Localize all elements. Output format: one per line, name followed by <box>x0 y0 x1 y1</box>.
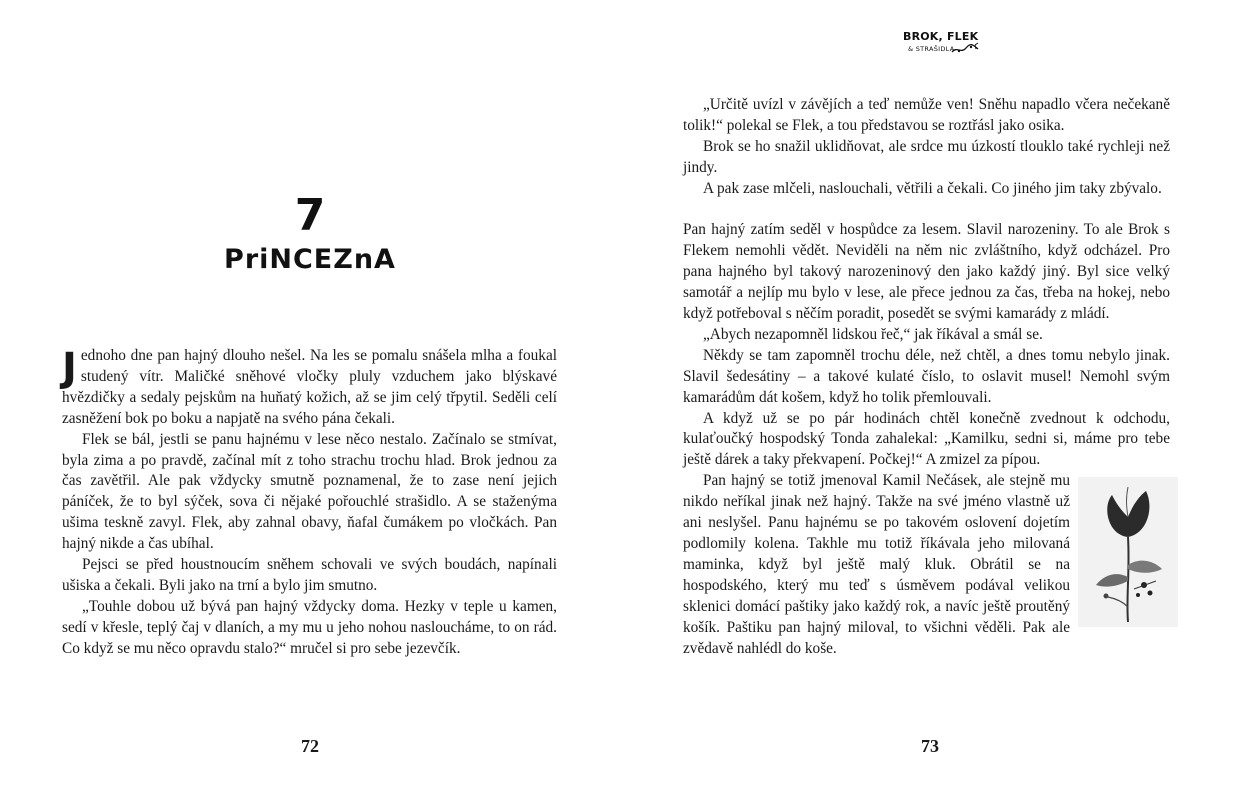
paragraph: A když už se po pár hodinách chtěl konečně zvednout k odchodu, kulaťoučký hospodský Tonda zahalekal: „Kamilku, sedni si, máme pro tebe ještě dárek a taky překvapení. Počkej!“ A zmizel za pípou. <box>683 409 1170 469</box>
paragraph: Pejsci se před houstnoucím sněhem schovali ve svých boudách, napínali ušiska a čekali. Byli jako na trní a bylo jim smutno. <box>62 556 557 594</box>
paragraph: Pan hajný zatím seděl v hospůdce za lesem. Slavil narozeniny. To ale Brok s Flekem nemohli vědět. Neviděli na něm nic zvláštního, když odcházel. Pro pana hajného byl takový narozeninový den jako každý jiný. Byl sice velký samotář a nejlíp mu bylo v lese, ale přece jednou za čas, třeba na hokej, nebo když potřeboval s něčím poradit, posedět se svými kamarády z mládí. <box>683 221 1170 323</box>
page-number: 73 <box>921 736 939 756</box>
right-body-text <box>683 95 1170 659</box>
paragraph-text: ednoho dne pan hajný dlouho nešel. Na les se pomalu snášela mlha a foukal studený vítr. Maličké sněhové vločky pluly vzduchem jako blýskavé hvězdičky a sedaly pejskům na huňatý kožich, až se jim celý třpytil. Seděli celí zasněžení bok po boku a napjatě na svého pána čekali. <box>62 347 557 427</box>
left-body-text <box>62 346 557 660</box>
logo-doodle-icon <box>951 42 979 56</box>
paragraph: Flek se bál, jestli se panu hajnému v lese něco nestalo. Začínalo se stmívat, byla zima a po pravdě, začínal mít z toho strachu trochu hlad. Brok jednou za čas zavětřil. Ale pak vždycky smutně poznamenal, že to zase není jejich páníček, že to byl sýček, sova či nějaké pořouchlé strašidlo. A se staženýma ušima teskně zavyl. Flek, aby zahnal obavy, ňafal čumákem po vločkách. Pan hajný nikde a čas ubíhal. <box>62 430 557 553</box>
paragraph-text: Pan hajný se totiž jmenoval Kamil Nečásek, ale stejně mu nikdo neříkal jinak než hajný. Takže na své jméno vlastně už ani neslyšel. Panu hajnému se po takovém oslovení dojetím podlomily kolena. Takhle mu totiž říkávala jeho milovaná maminka, když byl ještě malý kluk. Obrátil se na hospodského, který mu teď s úsměvem podával velikou sklenici domácí paštiky jako každý rok, a navíc ještě proutěný košík. Paštiku pan hajný miloval, to všichni věděli. Pak ale zvědavě nahlédl do koše. <box>683 472 1070 657</box>
chapter-title: PriNCEZnA <box>224 244 396 275</box>
paragraph: „Abych nezapomněl lidskou řeč,“ jak říkával a smál se. <box>703 325 1043 343</box>
logo-line-1: BROK, FLEK <box>903 30 979 43</box>
book-logo <box>895 26 985 60</box>
left-page <box>0 0 620 800</box>
paragraph <box>62 346 557 430</box>
paragraph: „Touhle dobou už bývá pan hajný vždycky doma. Hezky v teple u kamen, sedí v křesle, teplý čaj v dlaních, a my mu u jeho nohou nasloucháme, to on rád. Co když se mu něco opravdu stalo?“ mručel si pro sebe jezevčík. <box>62 597 557 657</box>
flower-illustration-icon <box>1078 477 1178 627</box>
paragraph: „Určitě uvízl v závějích a teď nemůže ven! Sněhu napadlo včera nečekaně tolik!“ polekal se Flek, a tou představou se roztřásl jako osika. <box>683 96 1170 134</box>
chapter-number: 7 <box>294 190 326 241</box>
paragraph: A pak zase mlčeli, naslouchali, větřili a čekali. Co jiného jim taky zbývalo. <box>703 179 1162 197</box>
page-number: 72 <box>301 736 319 756</box>
logo-line-2: & STRAŠIDLA <box>908 45 955 53</box>
paragraph: Někdy se tam zapomněl trochu déle, než chtěl, a dnes tomu nebylo jinak. Slavil šedesátiny – a takové kulaté číslo, to oslavit musel! Nemohl svým kamarádům dát košem, když ho tolik přemlouvali. <box>683 346 1170 406</box>
paragraph <box>683 471 1170 659</box>
paragraph: Brok se ho snažil uklidňovat, ale srdce mu úzkostí tlouklo také rychleji než jindy. <box>683 137 1170 176</box>
drop-cap: J <box>62 345 77 391</box>
